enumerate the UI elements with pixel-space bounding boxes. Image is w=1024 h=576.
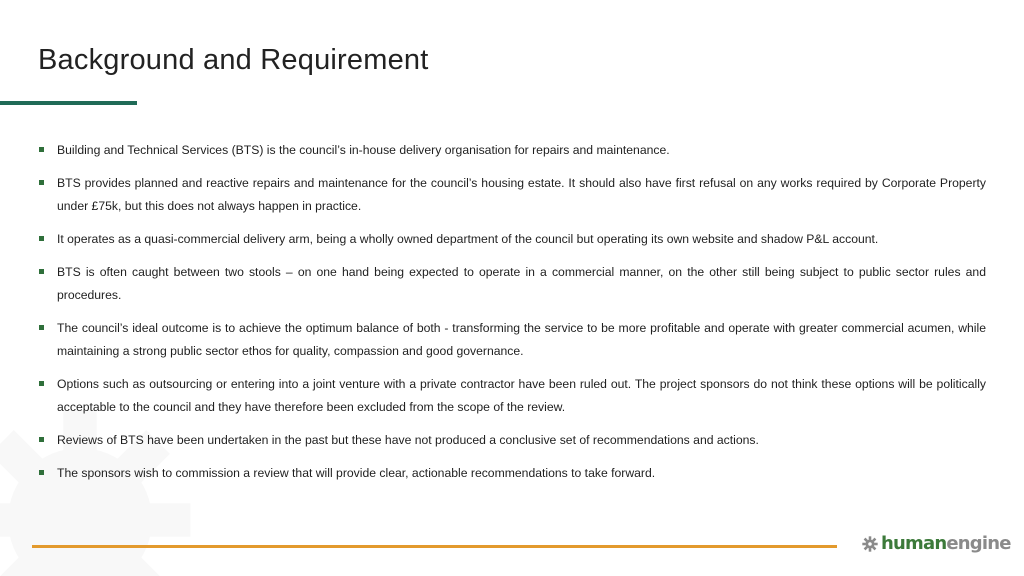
logo-text-human: human <box>881 533 947 554</box>
bullet-square-icon <box>39 269 44 274</box>
bullet-text: Reviews of BTS have been undertaken in the past but these have not produced a conclusive set of recommendations and actions. <box>57 433 759 447</box>
bullet-square-icon <box>39 381 44 386</box>
gear-icon <box>862 536 878 552</box>
human-engine-logo <box>862 533 1011 554</box>
bullet-text: BTS provides planned and reactive repairs and maintenance for the council’s housing estate. It should also have first refusal on any works required by Corporate Property under £75k, but this does not always happen in practice. <box>57 176 986 213</box>
bullet-text: The sponsors wish to commission a review that will provide clear, actionable recommendations to take forward. <box>57 466 656 480</box>
bullet-item <box>38 317 986 363</box>
bullet-square-icon <box>39 437 44 442</box>
title-underline <box>0 101 137 105</box>
bullet-item <box>38 373 986 419</box>
bullet-text: It operates as a quasi-commercial delivery arm, being a wholly owned department of the council but operating its own website and shadow P&L account. <box>57 232 879 246</box>
bullet-square-icon <box>39 236 44 241</box>
bullet-text: Options such as outsourcing or entering into a joint venture with a private contractor have been ruled out. The project sponsors do not think these options will be politically acceptable to the council and they have therefore been excluded from the scope of the review. <box>57 377 986 414</box>
bullet-square-icon <box>39 147 44 152</box>
bullet-item <box>38 429 986 452</box>
bullet-item <box>38 228 986 251</box>
slide-title: Background and Requirement <box>38 44 429 76</box>
bullet-item <box>38 261 986 307</box>
bullet-square-icon <box>39 470 44 475</box>
bullet-square-icon <box>39 325 44 330</box>
bullet-item <box>38 139 986 162</box>
bullet-list <box>38 139 986 495</box>
bullet-text: BTS is often caught between two stools – on one hand being expected to operate in a commercial manner, on the other still being subject to public sector rules and procedures. <box>57 265 986 302</box>
bullet-square-icon <box>39 180 44 185</box>
bullet-item <box>38 462 986 485</box>
bullet-text: The council’s ideal outcome is to achieve the optimum balance of both - transforming the service to be more profitable and operate with greater commercial acumen, while maintaining a strong public sector ethos for quality, compassion and good governance. <box>57 321 986 358</box>
logo-text-engine: engine <box>946 533 1011 554</box>
bullet-text: Building and Technical Services (BTS) is the council’s in-house delivery organisation for repairs and maintenance. <box>57 143 670 157</box>
footer-divider <box>32 545 837 548</box>
bullet-item <box>38 172 986 218</box>
